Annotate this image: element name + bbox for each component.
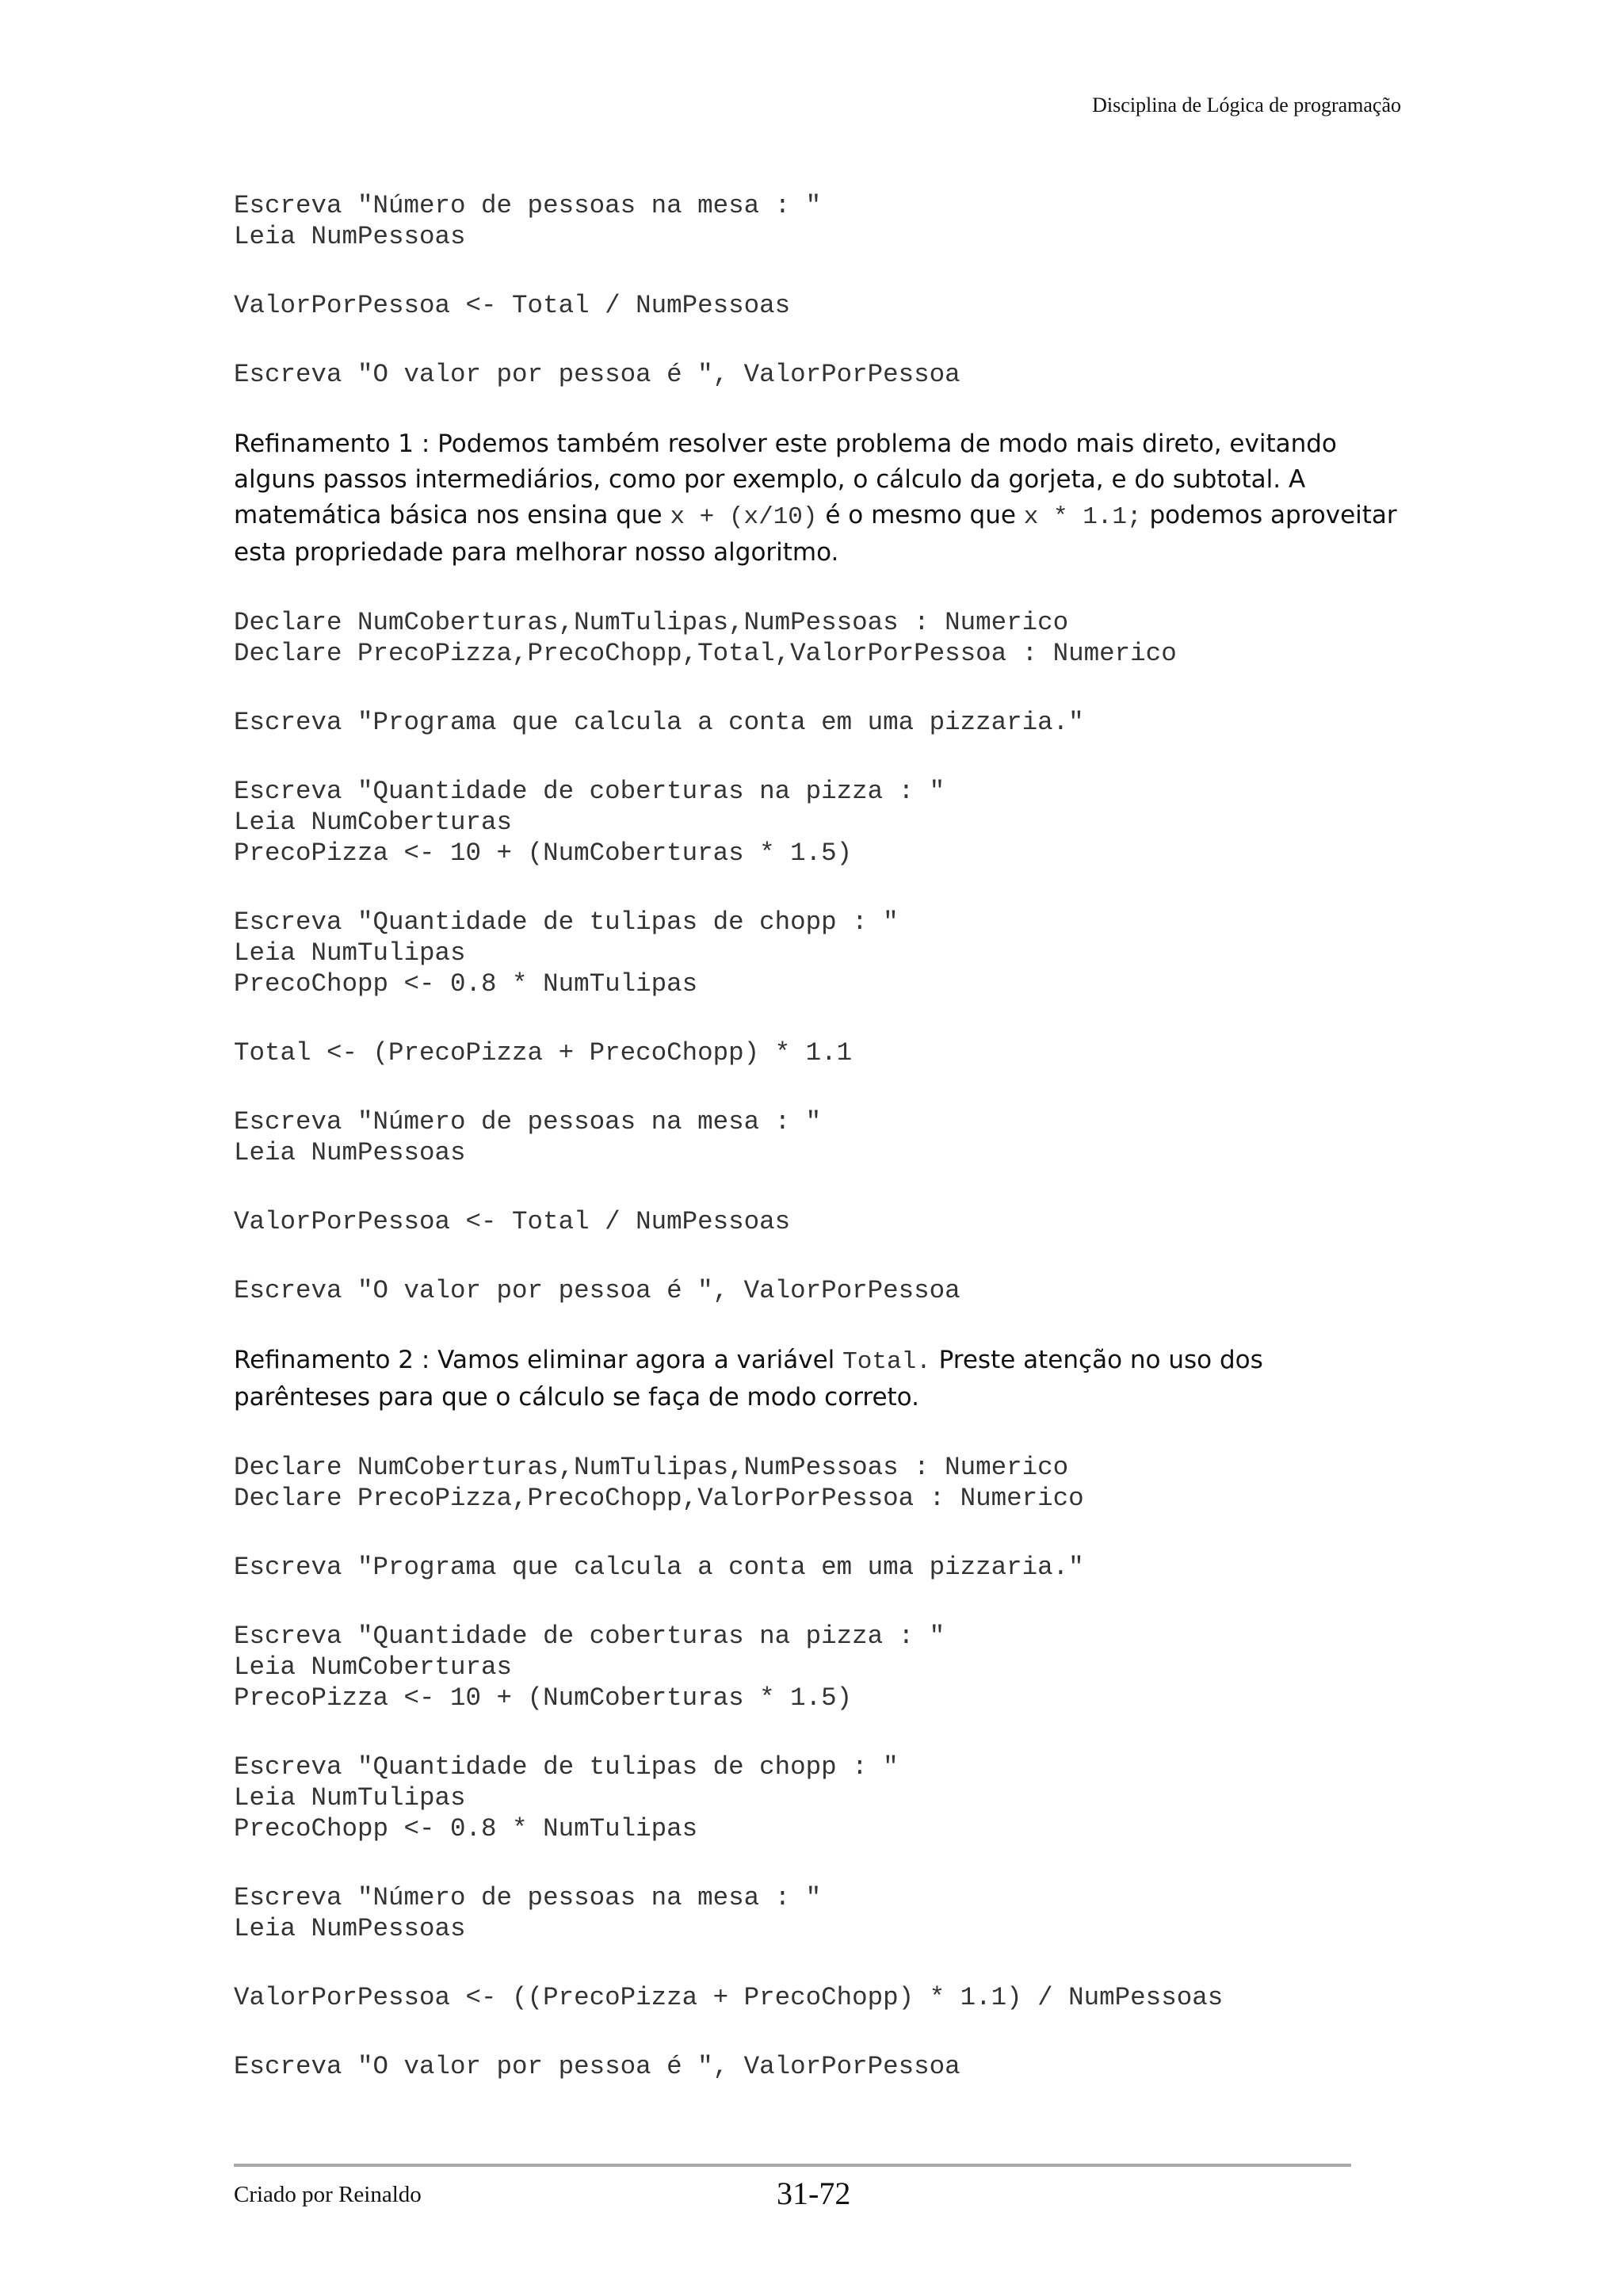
- code-block: Declare NumCoberturas,NumTulipas,NumPessoas : Numerico Declare PrecoPizza,PrecoChopp,Total,ValorPorPessoa : Numerico: [234, 608, 1177, 668]
- code-block: Escreva "Programa que calcula a conta em uma pizzaria.": [234, 1553, 1084, 1582]
- code-block: Escreva "Número de pessoas na mesa : " Leia NumPessoas: [234, 191, 822, 251]
- page-header: Disciplina de Lógica de programação: [1092, 94, 1401, 117]
- code-block: Escreva "Quantidade de tulipas de chopp : " Leia NumTulipas PrecoChopp <- 0.8 * NumTulipas: [234, 907, 899, 999]
- code-block: Escreva "Número de pessoas na mesa : " Leia NumPessoas: [234, 1107, 822, 1167]
- code-block: Escreva "O valor por pessoa é ", ValorPorPessoa: [234, 360, 960, 389]
- code-block: ValorPorPessoa <- Total / NumPessoas: [234, 291, 791, 320]
- code-block: Escreva "Quantidade de tulipas de chopp : " Leia NumTulipas PrecoChopp <- 0.8 * NumTulipas: [234, 1752, 899, 1843]
- code-block: ValorPorPessoa <- Total / NumPessoas: [234, 1207, 791, 1236]
- code-block: Escreva "Programa que calcula a conta em uma pizzaria.": [234, 708, 1084, 737]
- paragraph-text: é o mesmo que: [817, 501, 1024, 529]
- paragraph-text: Refinamento 2 : Vamos eliminar agora a variável: [234, 1346, 843, 1374]
- paragraph-text: Preste atenção no uso dos parênteses para que o cálculo se faça de modo correto.: [234, 1346, 1263, 1412]
- code-block: Escreva "Número de pessoas na mesa : " Leia NumPessoas: [234, 1883, 822, 1943]
- code-block: ValorPorPessoa <- ((PrecoPizza + PrecoChopp) * 1.1) / NumPessoas: [234, 1983, 1224, 2012]
- code-block: Declare NumCoberturas,NumTulipas,NumPessoas : Numerico Declare PrecoPizza,PrecoChopp,ValorPorPessoa : Numerico: [234, 1453, 1084, 1513]
- footer-author: Criado por Reinaldo: [234, 2182, 422, 2207]
- code-block: Total <- (PrecoPizza + PrecoChopp) * 1.1: [234, 1038, 853, 1068]
- refinement-1-paragraph: [234, 426, 1407, 571]
- inline-code: x + (x/10): [670, 503, 818, 531]
- code-block: Escreva "Quantidade de coberturas na pizza : " Leia NumCoberturas PrecoPizza <- 10 + (NumCoberturas * 1.5): [234, 1622, 945, 1713]
- page-content: [234, 190, 1407, 2082]
- code-block: Escreva "Quantidade de coberturas na pizza : " Leia NumCoberturas PrecoPizza <- 10 + (NumCoberturas * 1.5): [234, 777, 945, 868]
- page-number: 31-72: [777, 2176, 851, 2211]
- code-block: Escreva "O valor por pessoa é ", ValorPorPessoa: [234, 2052, 960, 2081]
- paragraph-text: Refinamento 1 : Podemos também resolver este problema de modo mais direto, evitando alguns passos intermediários, como por exemplo, o cálculo da gorjeta, e do subtotal. A matemática básica nos ensina que: [234, 430, 1337, 529]
- footer-divider: [234, 2164, 1351, 2167]
- refinement-2-paragraph: [234, 1343, 1407, 1415]
- paragraph-text: podemos aproveitar esta propriedade para melhorar nosso algoritmo.: [234, 501, 1397, 567]
- inline-code: Total.: [842, 1348, 931, 1376]
- code-block: Escreva "O valor por pessoa é ", ValorPorPessoa: [234, 1276, 960, 1305]
- inline-code: x * 1.1;: [1023, 503, 1142, 531]
